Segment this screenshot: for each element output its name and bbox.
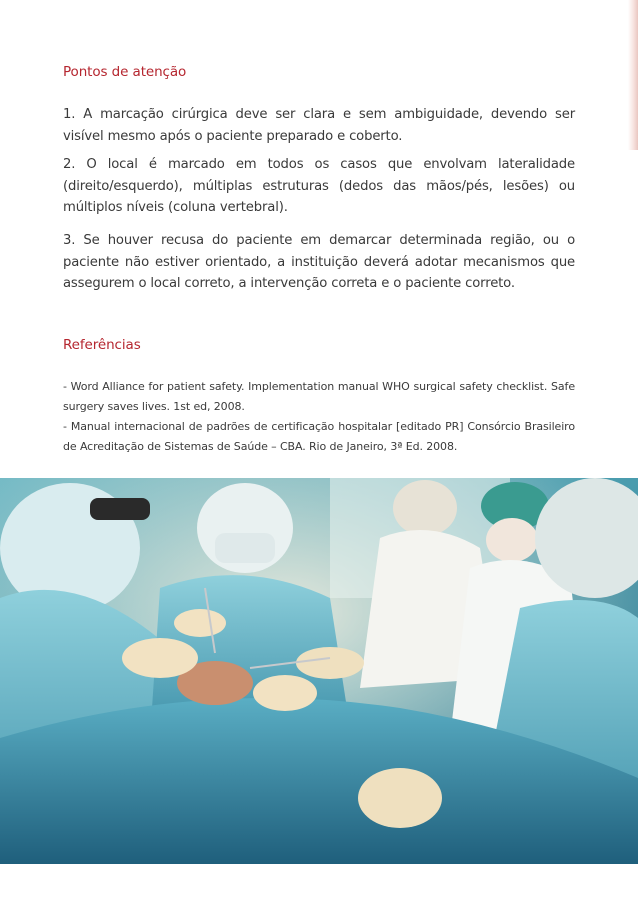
surgery-team-photo — [0, 478, 638, 864]
attention-item-1: 1. A marcação cirúrgica deve ser clara e sem ambiguidade, devendo ser visível mesmo após o paciente preparado e coberto. — [63, 107, 575, 144]
section-title-attention: Pontos de atenção — [63, 64, 187, 80]
attention-item-2: 2. O local é marcado em todos os casos que envolvam lateralidade (direito/esquerdo), múltiplas estruturas (dedos das mãos/pés, lesões) ou múltiplos níveis (coluna vertebral). — [63, 157, 575, 215]
page-edge-strip — [628, 0, 638, 150]
attention-item-3: 3. Se houver recusa do paciente em demarcar determinada região, ou o paciente não estiver orientado, a instituição deverá adotar mecanismos que assegurem o local correto, a intervenção correta e o paciente correto. — [63, 233, 575, 291]
reference-item-1: - Word Alliance for patient safety. Implementation manual WHO surgical safety checklist. Safe surgery saves lives. 1st ed, 2008. — [63, 380, 575, 413]
reference-item-2: - Manual internacional de padrões de certificação hospitalar [editado PR] Consórcio Brasileiro de Acreditação de Sistemas de Saúde – CBA. Rio de Janeiro, 3ª Ed. 2008. — [63, 420, 575, 453]
section-title-references: Referências — [63, 337, 141, 353]
